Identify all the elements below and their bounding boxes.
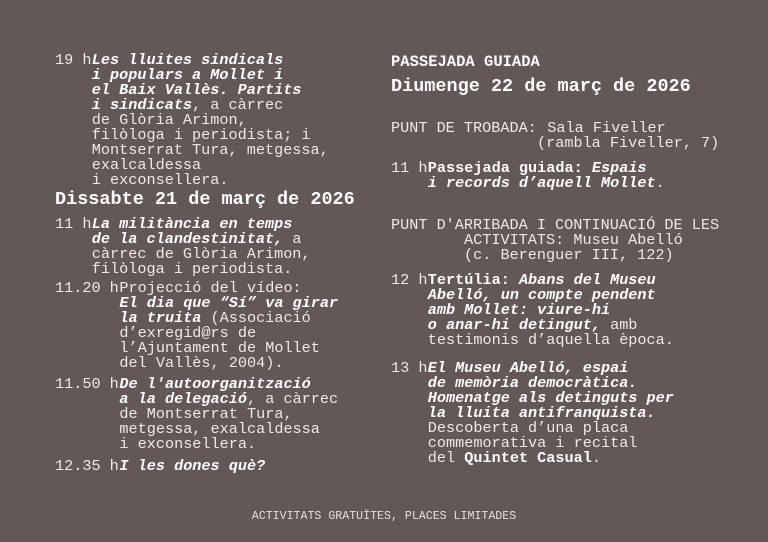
entry-time: 19 h	[55, 51, 92, 69]
text-segment: la lluita antifranquista.	[427, 404, 656, 422]
text-line	[92, 173, 329, 188]
text-segment: Abans del Museu	[518, 271, 656, 289]
text-segment: Abelló, un compte pendent	[427, 286, 656, 304]
text-segment: amb Mollet: viure-hi	[427, 301, 611, 319]
text-segment: Montserrat Tura, metgessa,	[91, 141, 329, 159]
text-segment: de la clandestinitat,	[91, 230, 284, 248]
entry-time: 11 h	[391, 159, 428, 177]
text-segment: (rambla Fiveller, 7)	[537, 134, 720, 152]
text-segment: amb	[600, 316, 638, 334]
text-segment: Les lluites sindicals	[91, 51, 284, 69]
text-segment: testimonis d’aquella època.	[427, 331, 674, 349]
text-segment: de memòria democràtica.	[427, 374, 638, 392]
text-segment: el Baix Vallès. Partits	[91, 81, 302, 99]
entry-text	[119, 459, 265, 474]
text-segment: .	[591, 449, 601, 467]
entry-text	[428, 161, 665, 191]
text-line	[119, 437, 338, 452]
entry-text	[428, 361, 674, 466]
text-segment: Descoberta d’una placa	[427, 419, 629, 437]
text-segment: , a càrrec	[192, 96, 284, 114]
text-segment: Homenatge als detinguts per	[427, 389, 674, 407]
section-title: PASSEJADA GUIADA	[391, 53, 540, 71]
text-segment: o anar-hi detingut,	[427, 316, 601, 334]
text-segment: de Montserrat Tura,	[119, 405, 293, 423]
text-segment: (Associació	[201, 309, 311, 327]
text-segment: Projecció del vídeo:	[119, 279, 302, 297]
text-segment: La militància en temps	[91, 215, 293, 233]
entry-text	[119, 377, 338, 452]
entry-text	[537, 136, 719, 151]
text-segment: i populars a Mollet i	[91, 66, 284, 84]
day-heading-sunday: Diumenge 22 de març de 2026	[391, 76, 691, 97]
entry-text	[119, 281, 338, 371]
text-line	[464, 248, 683, 263]
text-segment: i exconsellera.	[119, 435, 257, 453]
text-segment: El dia que “Sí” va girar	[119, 294, 339, 312]
text-line	[537, 136, 719, 151]
entry-time: PUNT DE TROBADA:	[391, 119, 537, 137]
text-segment: a	[283, 230, 302, 248]
text-segment: l’Ajuntament de Mollet	[119, 339, 320, 357]
text-segment: la truita	[119, 309, 202, 327]
text-segment: exalcaldessa	[91, 156, 202, 174]
entry-time: 11 h	[55, 215, 92, 233]
entry-time: 11.50 h	[55, 375, 119, 393]
text-segment: Quintet Casual	[464, 449, 592, 467]
text-segment: , a càrrec	[247, 390, 339, 408]
entry-time: 13 h	[391, 359, 428, 377]
text-segment: del	[427, 449, 465, 467]
text-segment: de Glòria Arimon,	[91, 111, 247, 129]
entry-time: 12.35 h	[55, 457, 119, 475]
text-line	[119, 356, 338, 371]
text-segment: del Vallès, 2004).	[119, 354, 284, 372]
footer-note: ACTIVITATS GRATUÏTES, PLACES LIMITADES	[251, 510, 517, 523]
text-segment: I les dones què?	[119, 457, 266, 475]
text-segment: d’exregid@rs de	[119, 324, 257, 342]
entry-time: 11.20 h	[55, 279, 119, 297]
text-segment: metgessa, exalcaldessa	[119, 420, 320, 438]
entry-time: PUNT D'ARRIBADA I CONTINUACIÓ DE LES	[391, 216, 720, 234]
entry-text	[464, 233, 683, 263]
text-segment: càrrec de Glòria Arimon,	[91, 245, 311, 263]
text-segment: Sala Fiveller	[538, 119, 666, 137]
text-line	[119, 459, 265, 474]
day-heading-saturday: Dissabte 21 de març de 2026	[55, 189, 355, 210]
text-line	[428, 333, 674, 348]
text-segment: i exconsellera.	[91, 171, 229, 189]
text-segment: filòloga i periodista.	[91, 260, 293, 278]
text-segment: El Museu Abelló, espai	[427, 359, 629, 377]
text-segment: .	[655, 174, 665, 192]
text-line	[428, 451, 674, 466]
text-segment: i records d’aquell Mollet	[427, 174, 656, 192]
entry-time: 12 h	[391, 271, 428, 289]
text-segment: Espais	[591, 159, 647, 177]
text-segment: filòloga i periodista; i	[91, 126, 311, 144]
entry-text	[428, 273, 674, 348]
entry-text	[92, 217, 311, 277]
text-line	[428, 176, 665, 191]
text-line	[92, 262, 311, 277]
entry-text	[92, 53, 329, 188]
text-segment: commemorativa i recital	[427, 434, 638, 452]
text-segment: (c. Berenguer III, 122)	[464, 246, 674, 264]
text-segment: Passejada guiada:	[427, 159, 592, 177]
text-segment: De l'autoorganització	[119, 375, 311, 393]
text-segment: a la delegació	[119, 390, 247, 408]
text-segment: i sindicats	[91, 96, 193, 114]
text-segment: Tertúlia:	[427, 271, 519, 289]
text-segment: ACTIVITATS: Museu Abelló	[464, 231, 683, 249]
